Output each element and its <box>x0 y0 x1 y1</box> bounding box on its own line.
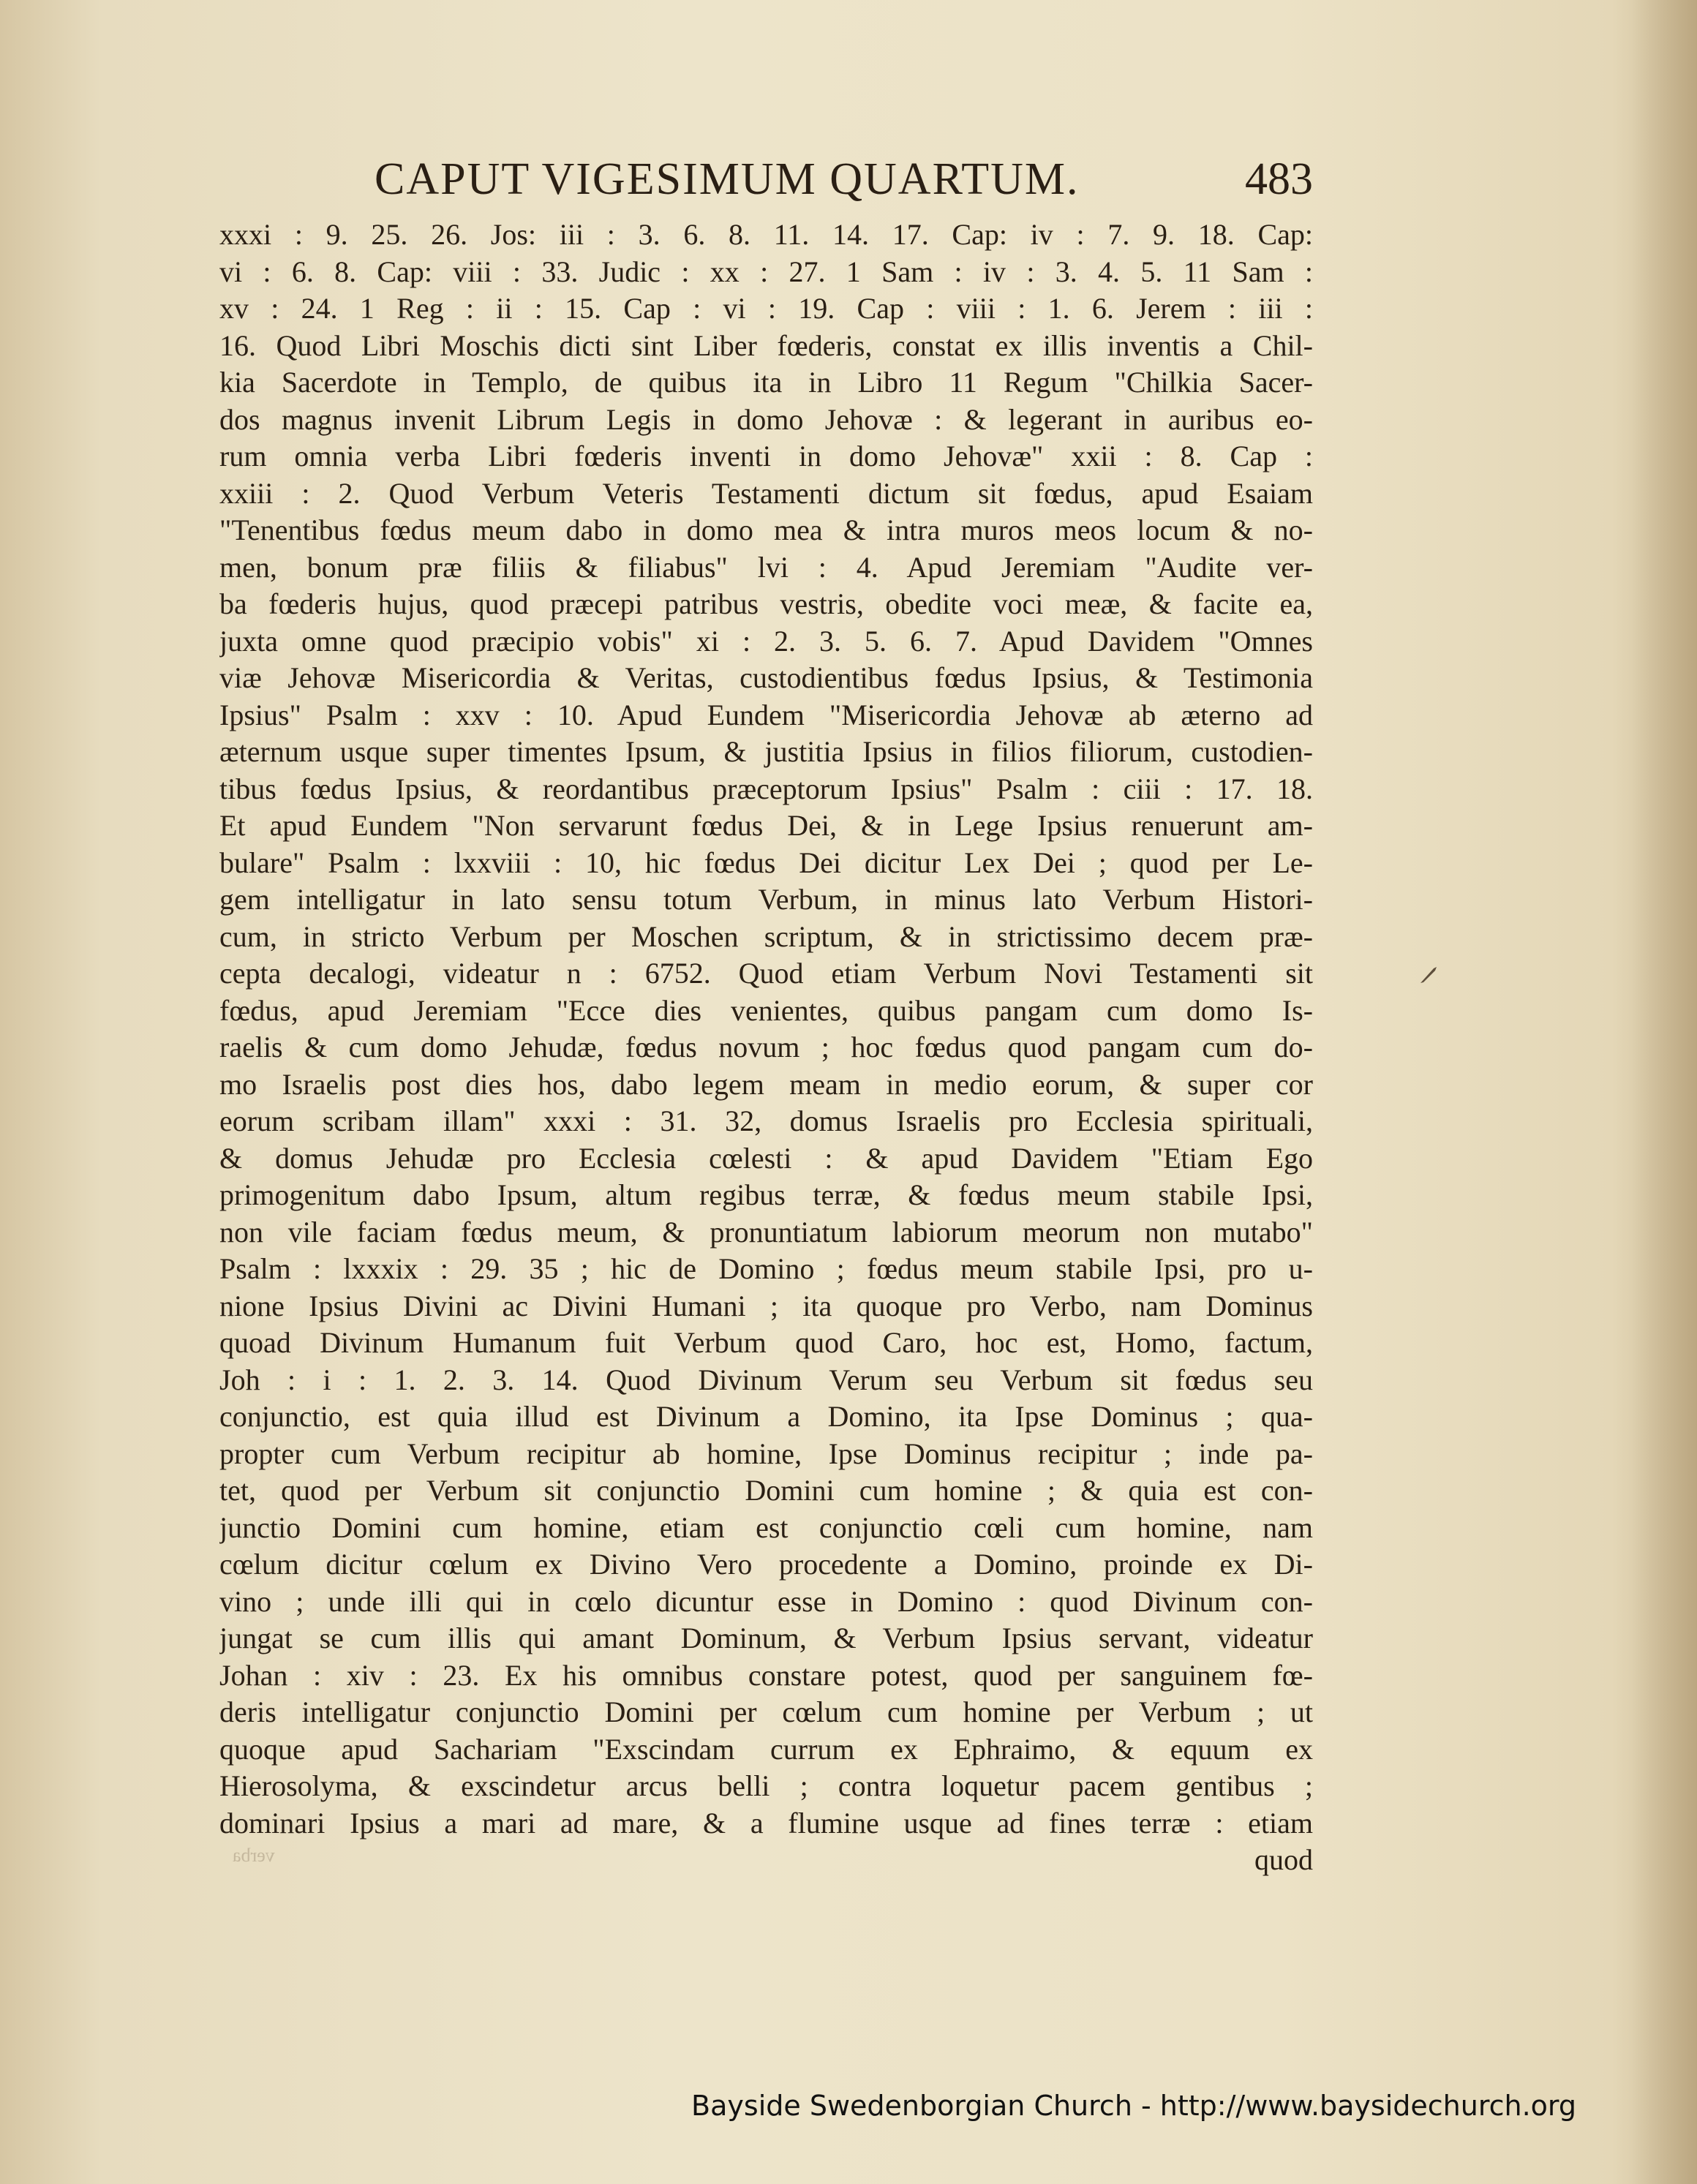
text-line: Joh : i : 1. 2. 3. 14. Quod Divinum Verum seu Verbum sit fœdus seu <box>219 1363 1313 1396</box>
catchword: quod <box>1254 1843 1313 1876</box>
ink-mark-icon <box>1418 964 1440 986</box>
text-line: non vile faciam fœdus meum, & pronuntiatum labiorum meorum non mutabo" <box>219 1215 1313 1249</box>
text-line: mo Israelis post dies hos, dabo legem meam in medio eorum, & super cor <box>219 1067 1313 1101</box>
text-line: tibus fœdus Ipsius, & reordantibus præceptorum Ipsius" Psalm : ciii : 17. 18. <box>219 772 1313 805</box>
text-line: xxiii : 2. Quod Verbum Veteris Testamenti dictum sit fœdus, apud Esaiam <box>219 476 1313 510</box>
text-line: "Tenentibus fœdus meum dabo in domo mea & intra muros meos locum & no- <box>219 513 1313 546</box>
text-line: ba fœderis hujus, quod præcepi patribus vestris, obedite voci meæ, & facite ea, <box>219 587 1313 620</box>
text-line: 16. Quod Libri Moschis dicti sint Liber fœderis, constat ex illis inventis a Chil- <box>219 328 1313 362</box>
text-line: Hierosolyma, & exscindetur arcus belli ; contra loquetur pacem gentibus ; <box>219 1769 1313 1802</box>
page-edge-shadow <box>1631 0 1697 2184</box>
body-text <box>219 216 1313 1879</box>
text-line: cepta decalogi, videatur n : 6752. Quod etiam Verbum Novi Testamenti sit <box>219 957 1313 990</box>
text-line: Et apud Eundem "Non servarunt fœdus Dei, & in Lege Ipsius renuerunt am- <box>219 809 1313 842</box>
text-line: juxta omne quod præcipio vobis" xi : 2. 3. 5. 6. 7. Apud Davidem "Omnes <box>219 624 1313 658</box>
text-line: raelis & cum domo Jehudæ, fœdus novum ; hoc fœdus quod pangam cum do- <box>219 1031 1313 1063</box>
text-line: dos magnus invenit Librum Legis in domo Jehovæ : & legerant in auribus eo- <box>219 402 1313 436</box>
footer-credit: Bayside Swedenborgian Church - http://www.baysidechurch.org <box>691 2090 1576 2122</box>
text-line: nione Ipsius Divini ac Divini Humani ; ita quoque pro Verbo, nam Dominus <box>219 1289 1313 1322</box>
text-line: xv : 24. 1 Reg : ii : 15. Cap : vi : 19. Cap : viii : 1. 6. Jerem : iii : <box>219 292 1313 325</box>
text-line: kia Sacerdote in Templo, de quibus ita in Libro 11 Regum "Chilkia Sacer- <box>219 366 1313 399</box>
running-title: CAPUT VIGESIMUM QUARTUM. <box>375 154 1080 204</box>
offset-ghost-text: verba <box>233 1845 275 1866</box>
text-line: vino ; unde illi qui in cœlo dicuntur esse in Domino : quod Divinum con- <box>219 1584 1313 1618</box>
text-line: propter cum Verbum recipitur ab homine, Ipse Dominus recipitur ; inde pa- <box>219 1436 1313 1470</box>
text-line: xxxi : 9. 25. 26. Jos: iii : 3. 6. 8. 11. 14. 17. Cap: iv : 7. 9. 18. Cap: <box>219 218 1313 251</box>
text-line: primogenitum dabo Ipsum, altum regibus terræ, & fœdus meum stabile Ipsi, <box>219 1178 1313 1211</box>
text-line: rum omnia verba Libri fœderis inventi in domo Jehovæ" xxii : 8. Cap : <box>219 440 1313 472</box>
text-line: quoque apud Sachariam "Exscindam currum ex Ephraimo, & equum ex <box>219 1732 1313 1766</box>
text-line: æternum usque super timentes Ipsum, & justitia Ipsius in filios filiorum, custodien- <box>219 735 1313 768</box>
text-line: vi : 6. 8. Cap: viii : 33. Judic : xx : 27. 1 Sam : iv : 3. 4. 5. 11 Sam : <box>219 255 1313 288</box>
text-line: bulare" Psalm : lxxviii : 10, hic fœdus Dei dicitur Lex Dei ; quod per Le- <box>219 846 1313 879</box>
text-line: deris intelligatur conjunctio Domini per cœlum cum homine per Verbum ; ut <box>219 1695 1313 1728</box>
text-line: quoad Divinum Humanum fuit Verbum quod Caro, hoc est, Homo, factum, <box>219 1326 1313 1359</box>
text-line: dominari Ipsius a mari ad mare, & a flumine usque ad fines terræ : etiam <box>219 1806 1313 1840</box>
text-line: fœdus, apud Jeremiam "Ecce dies venientes, quibus pangam cum domo Is- <box>219 993 1313 1027</box>
text-line: tet, quod per Verbum sit conjunctio Domini cum homine ; & quia est con- <box>219 1474 1313 1507</box>
text-line: cœlum dicitur cœlum ex Divino Vero procedente a Domino, proinde ex Di- <box>219 1548 1313 1581</box>
text-line: Johan : xiv : 23. Ex his omnibus constare potest, quod per sanguinem fœ- <box>219 1658 1313 1692</box>
text-line: gem intelligatur in lato sensu totum Verbum, in minus lato Verbum Histori- <box>219 883 1313 916</box>
page-header <box>219 143 1313 216</box>
text-line: eorum scribam illam" xxxi : 31. 32, domus Israelis pro Ecclesia spirituali, <box>219 1104 1313 1137</box>
text-line: & domus Jehudæ pro Ecclesia cœlesti : & apud Davidem "Etiam Ego <box>219 1141 1313 1175</box>
text-line: viæ Jehovæ Misericordia & Veritas, custodientibus fœdus Ipsius, & Testimonia <box>219 661 1313 694</box>
text-line: Psalm : lxxxix : 29. 35 ; hic de Domino ; fœdus meum stabile Ipsi, pro u- <box>219 1252 1313 1285</box>
page-number: 483 <box>1245 154 1313 204</box>
text-line: men, bonum præ filiis & filiabus" lvi : 4. Apud Jeremiam "Audite ver- <box>219 550 1313 584</box>
text-line: conjunctio, est quia illud est Divinum a Domino, ita Ipse Dominus ; qua- <box>219 1400 1313 1433</box>
text-line: junctio Domini cum homine, etiam est conjunctio cœli cum homine, nam <box>219 1510 1313 1544</box>
text-line: cum, in stricto Verbum per Moschen scriptum, & in strictissimo decem præ- <box>219 919 1313 953</box>
text-line: Ipsius" Psalm : xxv : 10. Apud Eundem "Misericordia Jehovæ ab æterno ad <box>219 698 1313 731</box>
text-line: jungat se cum illis qui amant Dominum, & Verbum Ipsius servant, videatur <box>219 1622 1313 1654</box>
